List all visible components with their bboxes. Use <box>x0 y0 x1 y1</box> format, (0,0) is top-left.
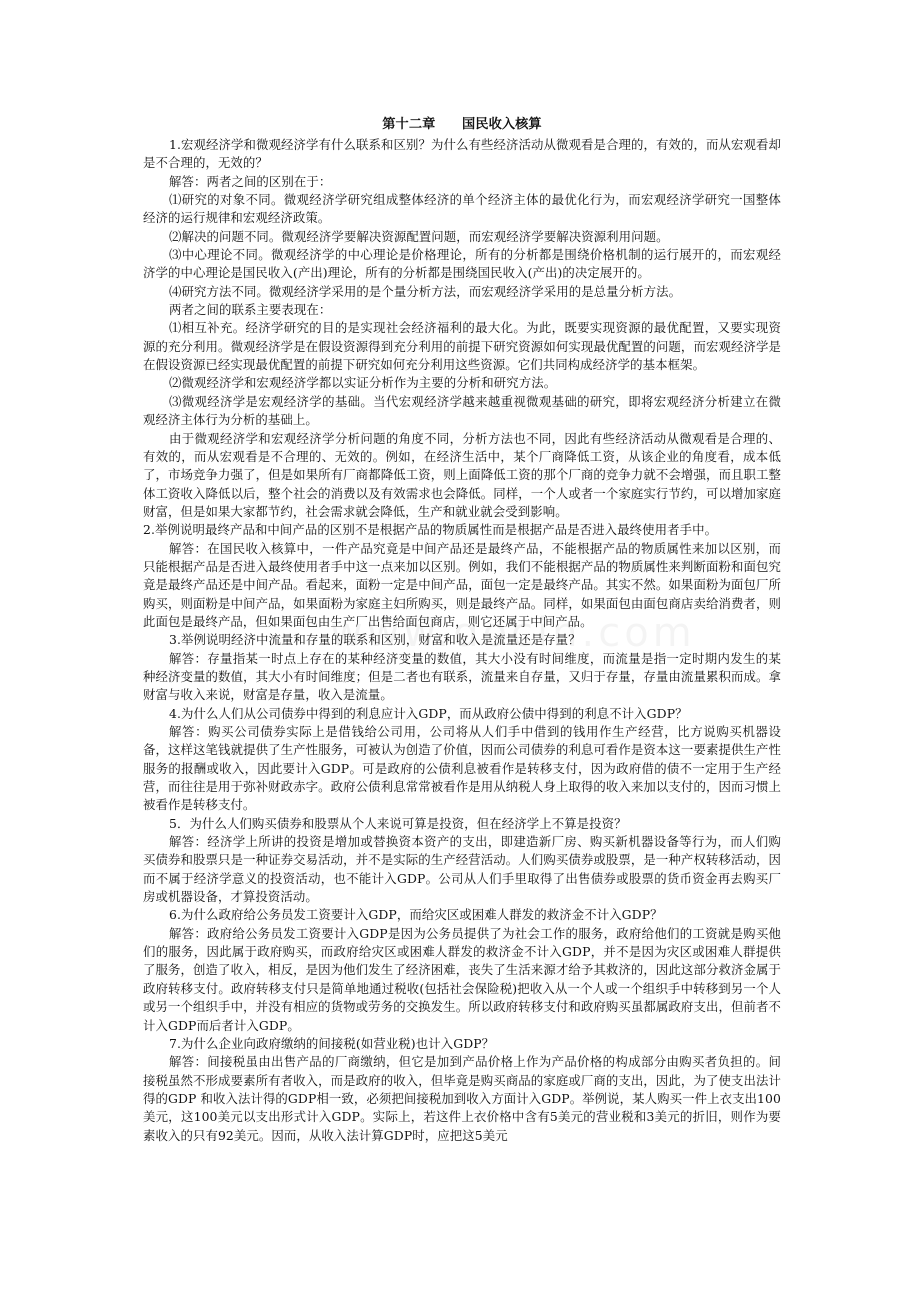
chapter-title: 第十二章 国民收入核算 <box>382 117 542 132</box>
answer-1-connection-1: ⑴相互补充。经济学研究的目的是实现社会经济福利的最大化。为此，既要实现资源的最优配置，又要实现资源的充分利用。微观经济学是在假设资源得到充分利用的前提下研究资源如何实现最优配置的问题，而宏观经济学是在假设资源已经实现最优配置的前提下研究如何充分利用这些资源。它们共同构成经济学的基本框架。 <box>143 320 781 373</box>
answer-1-difference-3: ⑶中心理论不同。微观经济学的中心理论是价格理论，所有的分析都是围绕价格机制的运行展开的，而宏观经济学的中心理论是国民收入(产出)理论，所有的分析都是围绕国民收入(产出)的决定展开的。 <box>143 247 781 281</box>
question-7: 7.为什么企业向政府缴纳的间接税(如营业税)也计入GDP？ <box>169 1035 495 1051</box>
question-3: 3.举例说明经济中流量和存量的联系和区别，财富和收入是流量还是存量？ <box>169 632 581 648</box>
answer-7: 解答：间接税虽由出售产品的厂商缴纳，但它是加到产品价格上作为产品价格的构成部分由购买者负担的。间接税虽然不形成要素所有者收入，而是政府的收入，但毕竟是购买商品的家庭或厂商的支出，因此，为了使支出法计得的GDP 和收入法计得的GDP相一致，必须把间接税加到收入方面计入GDP。举例说，某人购买一件上衣支出100美元，这100美元以支出形式计入GDP。实际上，若这件上衣价格中含有5美元的营业税和3美元的折旧，则作为要素收入的只有92美元。因而，从收入法计算GDP时，应把这5美元 <box>143 1054 782 1143</box>
answer-1-difference-1: ⑴研究的对象不同。微观经济学研究组成整体经济的单个经济主体的最优化行为，而宏观经济学研究一国整体经济的运行规律和宏观经济政策。 <box>143 192 781 226</box>
answer-1-intro: 解答：两者之间的区别在于： <box>169 173 332 189</box>
answer-2: 解答：在国民收入核算中，一件产品究竟是中间产品还是最终产品，不能根据产品的物质属性来加以区别，而只能根据产品是否进入最终使用者手中这一点来加以区别。例如，我们不能根据产品的物质属性来判断面粉和面包究竟是最终产品还是中间产品。看起来，面粉一定是中间产品，面包一定是最终产品。其实不然。如果面粉为面包厂所购买，则面粉是中间产品，如果面粉为家庭主妇所购买，则是最终产品。同样，如果面包由面包商店卖给消费者，则此面包是最终产品，但如果面包由生产厂出售给面包商店，则它还属于中间产品。 <box>143 540 781 629</box>
answer-1-connection-2: ⑵微观经济学和宏观经济学都以实证分析作为主要的分析和研究方法。 <box>169 375 557 391</box>
document-page <box>143 116 781 1145</box>
question-1: 1.宏观经济学和微观经济学有什么联系和区别？为什么有些经济活动从微观看是合理的，有效的，而从宏观看却是不合理的，无效的？ <box>143 137 781 171</box>
answer-3: 解答：存量指某一时点上存在的某种经济变量的数值，其大小没有时间维度，而流量是指一定时期内发生的某种经济变量的数值，其大小有时间维度；但是二者也有联系，流量来自存量，又归于存量，存量由流量累积而成。拿财富与收入来说，财富是存量，收入是流量。 <box>143 650 781 703</box>
question-5: 5．为什么人们购买债券和股票从个人来说可算是投资，但在经济学上不算是投资？ <box>169 815 627 831</box>
question-4: 4.为什么人们从公司债券中得到的利息应计入GDP，而从政府公债中得到的利息不计入GDP？ <box>169 705 688 721</box>
answer-1-connection-intro: 两者之间的联系主要表现在： <box>169 302 332 318</box>
answer-1-difference-4: ⑷研究方法不同。微观经济学采用的是个量分析方法，而宏观经济学采用的是总量分析方法。 <box>169 283 682 299</box>
answer-5: 解答：经济学上所讲的投资是增加或替换资本资产的支出，即建造新厂房、购买新机器设备等行为，而人们购买债券和股票只是一种证券交易活动，并不是实际的生产经营活动。人们购买债券或股票，是一种产权转移活动，因而不属于经济学意义的投资活动，也不能计入GDP。公司从人们手里取得了出售债券或股票的货币资金再去购买厂房或机器设备，才算投资活动。 <box>143 834 781 905</box>
question-6: 6.为什么政府给公务员发工资要计入GDP，而给灾区或困难人群发的救济金不计入GDP？ <box>169 907 663 923</box>
answer-6: 解答：政府给公务员发工资要计入GDP是因为公务员提供了为社会工作的服务，政府给他们的工资就是购买他们的服务，因此属于政府购买，而政府给灾区或困难人群发的救济金不计入GDP，并不是因为灾区或困难人群提供了服务，创造了收入，相反，是因为他们发生了经济困难，丧失了生活来源才给予其救济的，因此这部分救济金属于政府转移支付。政府转移支付只是简单地通过税收(包括社会保险税)把收入从一个人或一个组织手中转移到另一个人或另一个组织手中，并没有相应的货物或劳务的交换发生。所以政府转移支付和政府购买虽都属政府支出，但前者不计入GDP而后者计入GDP。 <box>143 925 781 1033</box>
answer-1-connection-3: ⑶微观经济学是宏观经济学的基础。当代宏观经济学越来越重视微观基础的研究，即将宏观经济分析建立在微观经济主体行为分析的基础上。 <box>143 393 781 428</box>
answer-1-conclusion: 由于微观经济学和宏观经济学分析问题的角度不同，分析方法也不同，因此有些经济活动从微观看是合理的、有效的，而从宏观看是不合理的、无效的。例如，在经济生活中，某个厂商降低工资，从该企业的角度看，成本低了，市场竞争力强了，但是如果所有厂商都降低工资，则上面降低工资的那个厂商的竞争力就不会增强，而且职工整体工资收入降低以后，整个社会的消费以及有效需求也会降低。同样，一个人或者一个家庭实行节约，可以增加家庭财富，但是如果大家都节约，社会需求就会降低，生产和就业就会受到影响。 <box>143 430 781 519</box>
answer-4: 解答：购买公司债券实际上是借钱给公司用，公司将从人们手中借到的钱用作生产经营，比方说购买机器设备，这样这笔钱就提供了生产性服务，可被认为创造了价值，因而公司债券的利息可看作是资本这一要素提供生产性服务的报酬或收入，因此要计入GDP。可是政府的公债利息被看作是转移支付，因为政府借的债不一定用于生产经营，而往往是用于弥补财政赤字。政府公债利息常常被看作是用从纳税人身上取得的收入来加以支付的，因而习惯上被看作是转移支付。 <box>143 724 781 813</box>
question-2: 2.举例说明最终产品和中间产品的区别不是根据产品的物质属性而是根据产品是否进入最终使用者手中。 <box>143 522 718 538</box>
answer-1-difference-2: ⑵解决的问题不同。微观经济学要解决资源配置问题，而宏观经济学要解决资源利用问题。 <box>169 228 669 244</box>
